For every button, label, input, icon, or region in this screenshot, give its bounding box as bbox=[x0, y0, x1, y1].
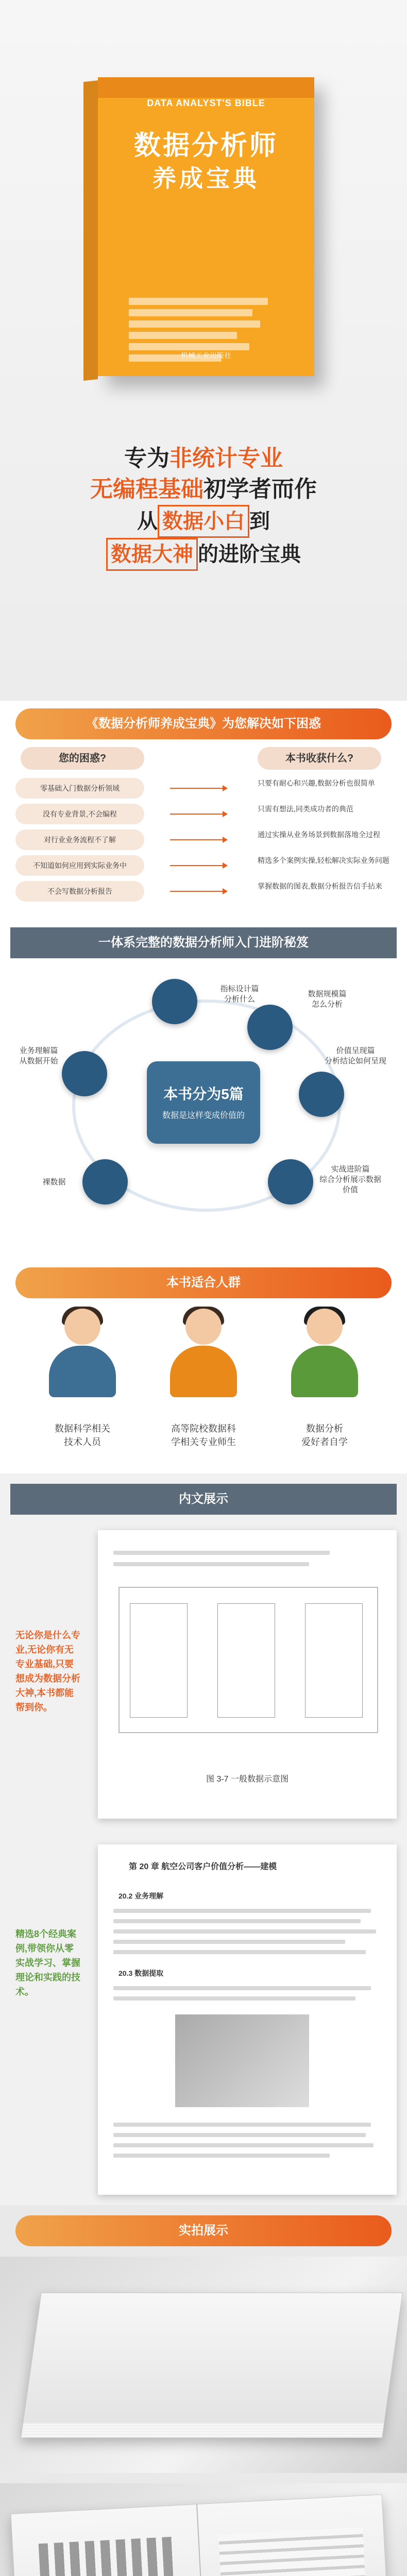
qa-answer: 只要有耐心和兴趣,数据分析也很简单 bbox=[258, 779, 375, 787]
node-label: 实战进阶篇 综合分析展示数据价值 bbox=[319, 1165, 381, 1194]
arrow-right-icon bbox=[170, 788, 227, 789]
inner-banner: 内文展示 bbox=[10, 1484, 397, 1515]
inner-page-sample-1 bbox=[98, 1530, 397, 1819]
book-title: 数据分析师 bbox=[133, 131, 278, 161]
book-spine bbox=[83, 80, 98, 381]
qa-question: 没有专业背景,不会编程 bbox=[15, 804, 144, 824]
qa-row bbox=[15, 778, 392, 799]
inner-note-1: 无论你是什么专业,无论你有无专业基础,只要想成为数据分析大神,本书都能帮到你。 bbox=[15, 1630, 80, 1713]
slogan-suffix-2: 初学者而作 bbox=[204, 477, 317, 502]
system-banner: 一体系完整的数据分析师入门进阶秘笈 bbox=[10, 927, 397, 958]
node-metric-design bbox=[152, 979, 197, 1024]
hero-slogan bbox=[0, 443, 407, 571]
photos-section bbox=[0, 2205, 407, 2576]
audience-group-label: 高等院校数据科 学相关专业师生 bbox=[171, 1423, 236, 1447]
qa-question: 不会写数据分析报告 bbox=[15, 881, 144, 902]
chapter-heading: 第 20 章 航空公司客户价值分析——建模 bbox=[129, 1862, 277, 1871]
inner-pages-section bbox=[0, 1473, 407, 2205]
person-illustration-student bbox=[157, 1309, 250, 1412]
audience-group-label: 数据科学相关 技术人员 bbox=[55, 1423, 110, 1447]
slogan-highlight-1: 非统计专业 bbox=[169, 446, 283, 471]
slogan-prefix: 专为 bbox=[124, 446, 169, 471]
qa-row bbox=[15, 881, 392, 902]
cover-top-band bbox=[98, 77, 314, 98]
book-cover-3d bbox=[98, 77, 314, 376]
qa-left-header: 您的困惑? bbox=[21, 747, 144, 770]
qa-question: 不知道如何应用到实际业务中 bbox=[15, 855, 144, 876]
figure-caption: 图 3-7 一般数据示意图 bbox=[206, 1775, 289, 1784]
node-label: 指标设计篇 分析什么 bbox=[220, 985, 259, 1004]
qa-right-header: 本书收获什么? bbox=[258, 747, 381, 770]
arrow-right-icon bbox=[170, 865, 227, 866]
inner-page-sample-2 bbox=[98, 1844, 397, 2195]
node-label: 价值呈现篇 分析结论如何呈现 bbox=[324, 1046, 386, 1065]
section-heading: 20.3 数据提取 bbox=[118, 1969, 164, 1977]
hero-section bbox=[0, 0, 407, 701]
book-subtitle: 养成宝典 bbox=[152, 165, 260, 192]
slogan-bracket-master: 数据大神 bbox=[106, 538, 198, 571]
qa-row bbox=[15, 804, 392, 824]
section-heading: 20.2 业务理解 bbox=[118, 1892, 164, 1900]
photos-banner: 实拍展示 bbox=[15, 2215, 392, 2246]
audience-banner: 本书适合人群 bbox=[15, 1267, 392, 1298]
slogan-bracket-novice: 数据小白 bbox=[158, 505, 249, 538]
node-data-modeling bbox=[247, 1005, 293, 1050]
node-label: 业务理解篇 从数据开始 bbox=[19, 1046, 58, 1065]
node-practice-advanced bbox=[268, 1159, 313, 1205]
book-series-label: DATA ANALYST'S BIBLE bbox=[147, 98, 265, 108]
qa-answer: 通过实操从业务场景到数据落地全过程 bbox=[258, 831, 380, 839]
hub-subtitle: 数据是这样变成价值的 bbox=[162, 1111, 245, 1120]
hub-title: 本书分为5篇 bbox=[163, 1086, 244, 1102]
person-illustration-hobbyist bbox=[278, 1309, 371, 1412]
slogan-highlight-2: 无编程基础 bbox=[90, 477, 204, 502]
cover-publisher: 机械工业出版社 bbox=[181, 351, 231, 360]
node-value-presentation bbox=[299, 1072, 344, 1117]
qa-answer: 掌握数据的图表,数据分析报告信手拈来 bbox=[258, 882, 382, 890]
system-section bbox=[0, 917, 407, 1257]
slogan-from: 从 bbox=[137, 510, 158, 533]
qa-answer: 只需有想法,同类成功者的典范 bbox=[258, 805, 353, 813]
arrow-right-icon bbox=[170, 891, 227, 892]
slogan-to: 到 bbox=[249, 510, 270, 533]
slogan-suffix-4: 的进阶宝典 bbox=[198, 543, 301, 566]
flow-chart-figure bbox=[118, 1587, 378, 1733]
node-label: 数据规模篇 怎么分析 bbox=[308, 990, 347, 1009]
node-label: 裸数据 bbox=[42, 1178, 66, 1187]
arrow-right-icon bbox=[170, 839, 227, 840]
qa-question: 零基础入门数据分析领域 bbox=[15, 778, 144, 799]
qa-answer: 精选多个案例实操,轻松解决实际业务问题 bbox=[258, 856, 389, 865]
node-raw-data bbox=[82, 1159, 128, 1205]
audience-group-label: 数据分析 爱好者自学 bbox=[301, 1423, 348, 1447]
system-diagram bbox=[21, 974, 386, 1231]
arrow-right-icon bbox=[170, 814, 227, 815]
qa-banner: 《数据分析师养成宝典》为您解决如下困惑 bbox=[15, 708, 392, 739]
qa-row bbox=[15, 855, 392, 876]
qa-row bbox=[15, 829, 392, 850]
qa-section bbox=[0, 701, 407, 917]
qa-question: 对行业业务流程不了解 bbox=[15, 829, 144, 850]
person-illustration-tech bbox=[36, 1309, 129, 1412]
system-hub bbox=[147, 1061, 260, 1144]
photo-open-book-1 bbox=[0, 2483, 407, 2576]
figure-cube bbox=[175, 2014, 309, 2107]
audience-section bbox=[0, 1257, 407, 1473]
inner-note-2: 精选8个经典案例,带领你从零实战学习、掌握理论和实践的技术。 bbox=[15, 1929, 80, 1997]
photo-book-stack bbox=[0, 2257, 407, 2473]
